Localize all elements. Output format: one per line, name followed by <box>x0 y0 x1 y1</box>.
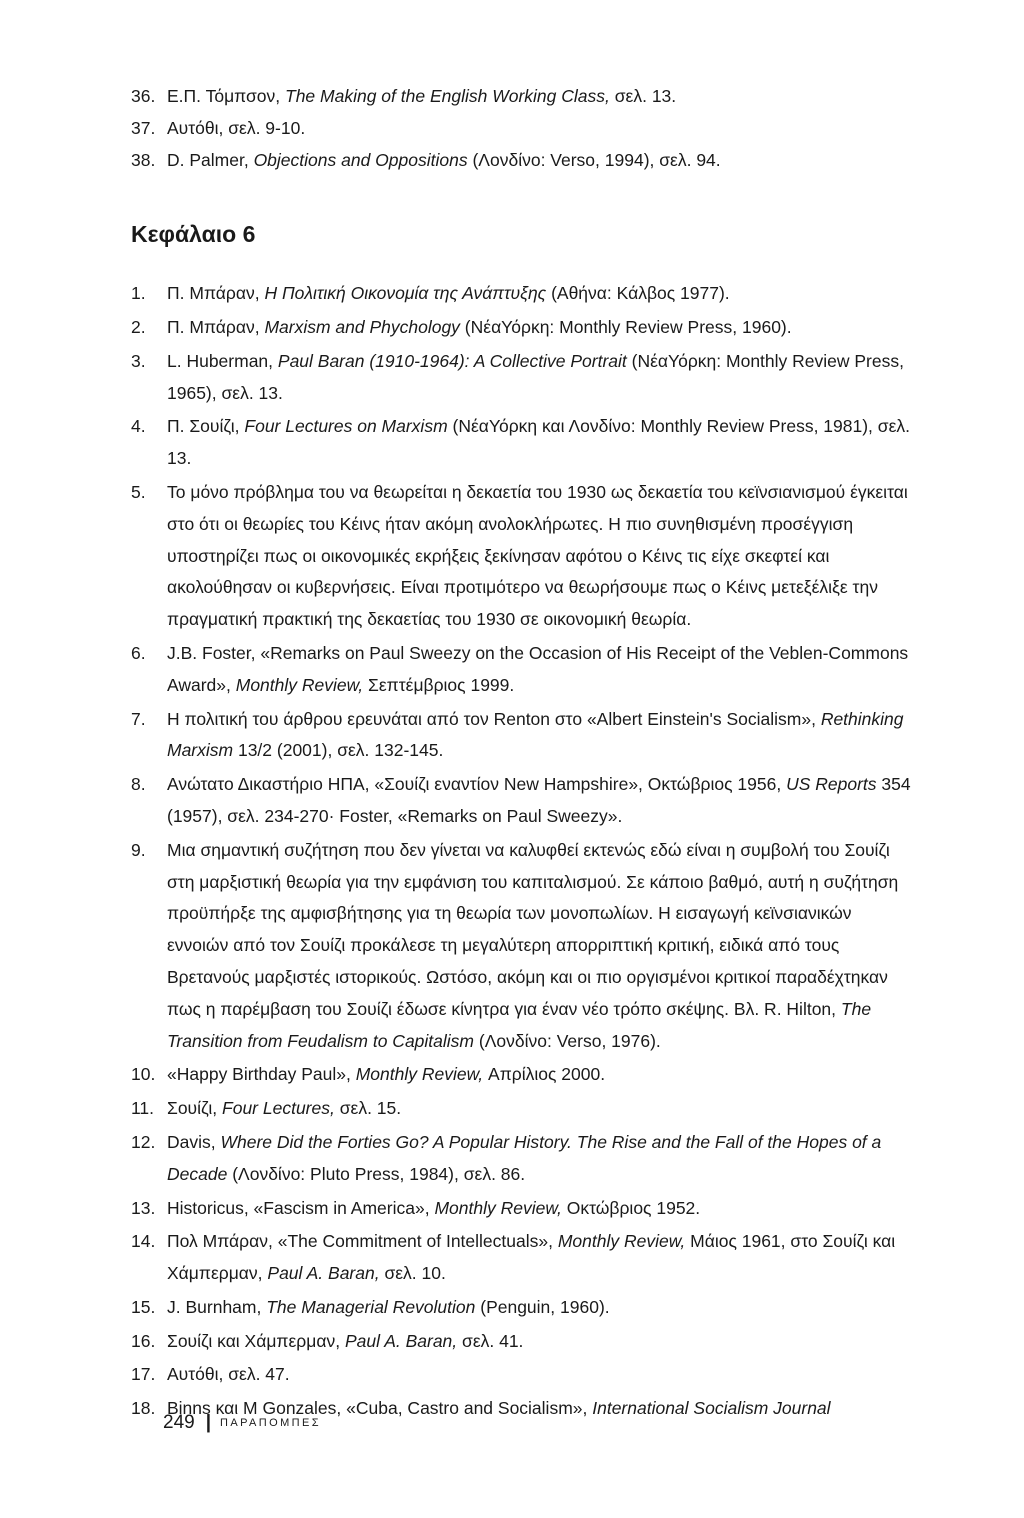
note-36 <box>131 81 911 113</box>
note-text: Π. Σουίζι, Four Lectures on Marxism (ΝέαΥόρκη και Λονδίνο: Monthly Review Press, 1981), σελ. 13. <box>167 416 910 469</box>
note-text: «Happy Birthday Paul», Monthly Review, Απρίλιος 2000. <box>167 1064 606 1085</box>
note-number: 18. <box>131 1398 156 1419</box>
note-5 <box>131 477 911 636</box>
note-number: 17. <box>131 1364 156 1385</box>
note-text: Αυτόθι, σελ. 47. <box>167 1364 290 1385</box>
note-text: Ανώτατο Δικαστήριο ΗΠΑ, «Σουίζι εναντίον New Hampshire», Οκτώβριος 1956, US Reports 354 (1957), σελ. 234-270· Foster, «Remarks on Paul Sweezy». <box>167 774 911 826</box>
note-number: 36. <box>131 86 156 106</box>
page-footer <box>163 1412 321 1434</box>
footer-separator: | <box>205 1412 212 1433</box>
note-15 <box>131 1292 911 1324</box>
notes-column <box>131 81 911 1425</box>
note-10 <box>131 1059 911 1091</box>
note-13 <box>131 1193 911 1225</box>
note-4 <box>131 411 911 475</box>
note-8 <box>131 769 911 833</box>
note-text: J. Burnham, The Managerial Revolution (Penguin, 1960). <box>167 1296 610 1317</box>
note-number: 7. <box>131 708 146 729</box>
note-number: 10. <box>131 1064 156 1085</box>
page-number: 249 <box>163 1412 195 1433</box>
note-17 <box>131 1359 911 1391</box>
chapter-heading: Κεφάλαιο 6 <box>131 221 256 248</box>
note-number: 11. <box>131 1098 155 1119</box>
note-text: L. Huberman, Paul Baran (1910-1964): A Collective Portrait (ΝέαΥόρκη: Monthly Review Press, 1965), σελ. 13. <box>167 350 904 403</box>
chapter-6-notes <box>131 278 911 1425</box>
note-37 <box>131 113 911 145</box>
note-number: 3. <box>131 350 146 371</box>
note-text: Σουίζι, Four Lectures, σελ. 15. <box>167 1098 402 1119</box>
note-number: 14. <box>131 1231 156 1252</box>
note-3 <box>131 346 911 410</box>
note-number: 13. <box>131 1197 156 1218</box>
note-number: 5. <box>131 481 146 502</box>
note-number: 9. <box>131 839 146 860</box>
section-label: ΠΑΡΑΠΟΜΠΕΣ <box>220 1417 321 1429</box>
note-38 <box>131 145 911 177</box>
note-number: 2. <box>131 316 146 337</box>
note-7 <box>131 704 911 768</box>
note-12 <box>131 1127 911 1191</box>
note-text: Σουίζι και Χάμπερμαν, Paul A. Baran, σελ. 41. <box>167 1330 524 1351</box>
note-number: 38. <box>131 149 156 170</box>
note-number: 1. <box>131 283 146 304</box>
note-text: Το μόνο πρόβλημα του να θεωρείται η δεκαετία του 1930 ως δεκαετία του κεϊνσιανισμού έγκειται στο ότι οι θεωρίες του Κέινς ήταν ακόμη ανολοκλήρωτες. Η πιο συνηθισμένη προσέγγιση υποστηρίζει πως οι οικονομικές εκρήξεις ξεκίνησαν αφότου ο Κέινς τις είχε σκεφτεί και ακολούθησαν οι κυβερνήσεις. Είναι προτιμότερο να θεωρήσουμε πως ο Κέινς μετεξέλιξε την πραγματική πρακτική της δεκαετίας του 1930 σε οικονομική θεωρία. <box>167 481 908 630</box>
note-14 <box>131 1226 911 1290</box>
note-text: Ε.Π. Τόμπσον, The Making of the English Working Class, σελ. 13. <box>167 86 677 106</box>
note-11 <box>131 1093 911 1125</box>
note-number: 8. <box>131 774 146 795</box>
note-number: 6. <box>131 642 146 663</box>
note-text: Binns και M Gonzales, «Cuba, Castro and Socialism», International Socialism Journal <box>167 1398 831 1419</box>
note-2 <box>131 312 911 344</box>
note-text: Πολ Μπάραν, «The Commitment of Intellectuals», Monthly Review, Μάιος 1961, στο Σουίζι και Χάμπερμαν, Paul A. Baran, σελ. 10. <box>167 1231 896 1284</box>
note-number: 12. <box>131 1131 156 1152</box>
note-1 <box>131 278 911 310</box>
note-number: 16. <box>131 1330 156 1351</box>
note-text: Αυτόθι, σελ. 9-10. <box>167 117 306 138</box>
note-text: D. Palmer, Objections and Oppositions (Λονδίνο: Verso, 1994), σελ. 94. <box>167 149 721 170</box>
note-text: Η πολιτική του άρθρου ερευνάται από τον Renton στο «Albert Einstein's Socialism», Rethinking Marxism 13/2 (2001), σελ. 132-145. <box>167 708 904 761</box>
note-6 <box>131 638 911 702</box>
note-number: 15. <box>131 1296 156 1317</box>
note-text: J.B. Foster, «Remarks on Paul Sweezy on the Occasion of His Receipt of the Veblen-Commons Award», Monthly Review, Σεπτέμβριος 1999. <box>167 642 909 695</box>
note-text: Π. Μπάραν, Η Πολιτική Οικονομία της Ανάπτυξης (Αθήνα: Κάλβος 1977). <box>167 283 730 304</box>
note-text: Historicus, «Fascism in America», Monthly Review, Οκτώβριος 1952. <box>167 1197 701 1218</box>
note-text: Μια σημαντική συζήτηση που δεν γίνεται να καλυφθεί εκτενώς εδώ είναι η συμβολή του Σουίζι στη μαρξιστική θεωρία για την εμφάνιση του καπιταλισμού. Σε κάποιο βαθμό, αυτή η συζήτηση προϋπήρξε της αμφισβήτησης για τη θεωρία των μονοπωλίων. Η εισαγωγή κεϊνσιανικών εννοιών από τον Σουίζι προκάλεσε τη μεγαλύτερη απορριπτική κριτική, ειδικά από τους Βρετανούς μαρξιστές ιστορικούς. Ωστόσο, ακόμη και οι πιο οργισμένοι κριτικοί παραδέχτηκαν πως η παρέμβαση του Σουίζι έδωσε κίνητρα για έναν νέο τρόπο σκέψης. Βλ. R. Hilton, The Transition from Feudalism to Capitalism (Λονδίνο: Verso, 1976). <box>167 839 899 1051</box>
note-16 <box>131 1326 911 1358</box>
note-text: Davis, Where Did the Forties Go? A Popular History. The Rise and the Fall of the Hopes of a Decade (Λονδίνο: Pluto Press, 1984), σελ. 86. <box>167 1131 882 1184</box>
note-number: 4. <box>131 416 146 437</box>
note-9 <box>131 835 911 1058</box>
note-text: Π. Μπάραν, Marxism and Phychology (ΝέαΥόρκη: Monthly Review Press, 1960). <box>167 316 792 337</box>
note-number: 37. <box>131 117 156 138</box>
